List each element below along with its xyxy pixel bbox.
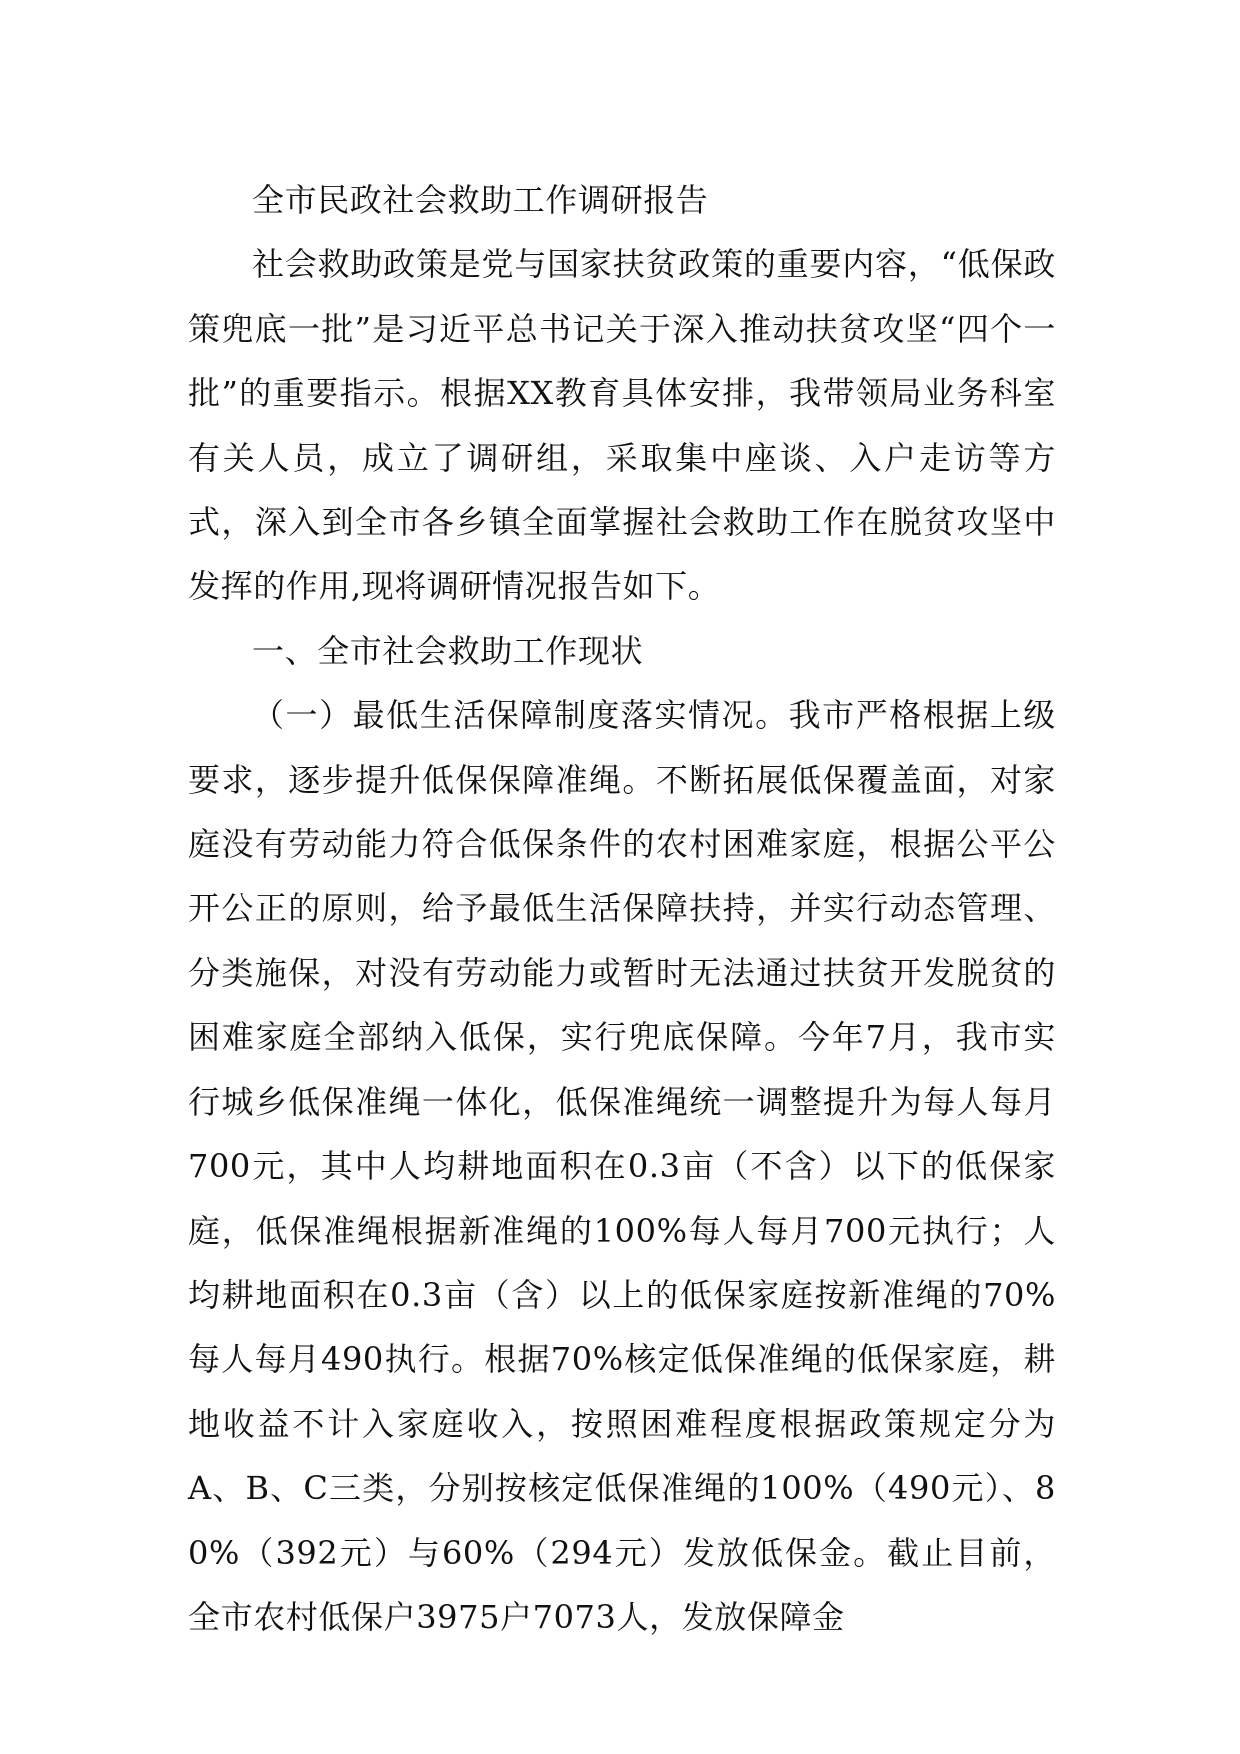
- document-title: 全市民政社会救助工作调研报告: [252, 181, 709, 219]
- intro-paragraph: 社会救助政策是党与国家扶贫政策的重要内容，“低保政策兜底一批”是习近平总书记关于深入推动扶贫攻坚“四个一批”的重要指示。根据XX教育具体安排，我带领局业务科室有关人员，成立了调研组，采取集中座谈、入户走访等方式，深入到全市各乡镇全面掌握社会救助工作在脱贫攻坚中发挥的作用,现将调研情况报告如下。: [188, 245, 1056, 606]
- section-heading: 一、全市社会救助工作现状: [252, 631, 644, 670]
- body-paragraph: （一）最低生活保障制度落实情况。我市严格根据上级要求，逐步提升低保保障准绳。不断拓展低保覆盖面，对家庭没有劳动能力符合低保条件的农村困难家庭，根据公平公开公正的原则，给予最低生活保障扶持，并实行动态管理、分类施保，对没有劳动能力或暂时无法通过扶贫开发脱贫的困难家庭全部纳入低保，实行兜底保障。今年7月，我市实行城乡低保准绳一体化，低保准绳统一调整提升为每人每月700元，其中人均耕地面积在0.3亩（不含）以下的低保家庭，低保准绳根据新准绳的100%每人每月700元执行；人均耕地面积在0.3亩（含）以上的低保家庭按新准绳的70%每人每月490执行。根据70%核定低保准绳的低保家庭，耕地收益不计入家庭收入，按照困难程度根据政策规定分为A、B、C三类，分别按核定低保准绳的100%（490元）、80%（392元）与60%（294元）发放低保金。截止目前，全市农村低保户3975户7073人，发放保障金: [188, 696, 1056, 1636]
- document-body: [188, 168, 1056, 1649]
